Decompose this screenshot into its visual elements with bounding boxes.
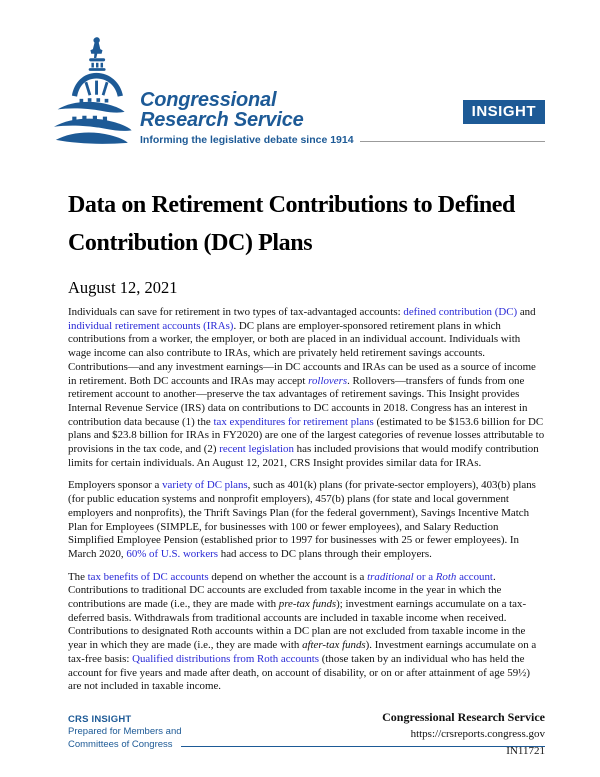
crs-wordmark-line1: Congressional: [140, 89, 277, 111]
body-text-run: . Contributions to traditional DC accounts are excluded from taxable income in the year in which the contributions are made (i.e., they are made with: [68, 570, 502, 611]
body-paragraph-3: [68, 571, 545, 694]
body-paragraph-1: [68, 306, 545, 470]
body-text-run: depend on whether the account is a: [208, 570, 368, 583]
body-text-run: pre-tax funds: [278, 598, 337, 611]
footer-prepared-line1: Prepared for Members and: [68, 726, 182, 737]
footer-url[interactable]: https://crsreports.congress.gov: [410, 727, 545, 740]
body-text-run: (estimated to be $153.6 billion for DC plans and $23.8 billion for IRAs in FY2020) are one of the largest categories of revenue losses attributable to provisions in the tax code, and (2): [68, 415, 545, 456]
body-text-run: and: [517, 306, 536, 318]
body-text-run: . DC plans are employer-sponsored retirement plans in which contributions from a worker, the employer, or both are placed in an individual account. Individuals with wage income can also contribute to IRAs, which are privately held retirement savings accounts. Contributions—and any investment earnings—in DC accounts and IRAs can be used as a source of income in retirement. Both DC accounts and IRAs may accept: [68, 319, 536, 387]
inline-link[interactable]: traditional: [367, 570, 414, 583]
footer-org-name: Congressional Research Service: [382, 709, 545, 724]
crs-tagline: Informing the legislative debate since 1914: [140, 134, 354, 146]
page-title: [68, 186, 545, 262]
inline-link[interactable]: rollovers: [308, 374, 348, 387]
body-text-run: ). Investment earnings accumulate on a tax-free basis:: [68, 639, 537, 665]
crs-wordmark-line2: Research Service: [140, 109, 304, 131]
body-text-run: , such as 401(k) plans (for private-sector employers), 403(b) plans (for public education systems and nonprofit employers), 457(b) plans (for state and local government employers and nonprofits), the Thrift Savings Plan (for the federal government), Savings Incentive Match Plan for Employees (SIMPLE, for businesses with 100 or fewer employees), and Salary Reduction Simplified Employee Pension (established prior to 1997 for businesses with 25 or fewer employees). In March 2020,: [68, 479, 536, 560]
footer-brand: CRS INSIGHT: [68, 713, 132, 725]
document-header: [0, 0, 600, 160]
body-text-run: Employers sponsor a: [68, 479, 163, 492]
inline-link[interactable]: tax expenditures for retirement plans: [213, 415, 374, 428]
insight-badge: INSIGHT: [463, 100, 545, 124]
body-text-run: has included provisions that would modify contribution limits for certain individuals. An August 12, 2021, CRS Insight provides similar data for IRAs.: [68, 443, 539, 469]
body-text-run: The: [68, 570, 88, 583]
footer-divider-rule: [181, 746, 545, 747]
body-text-run: . Rollovers—transfers of funds from one retirement account to another—preserve the tax advantages of retirement savings. This Insight provides Internal Revenue Service (IRS) data on contributions to DC accounts in 2018. Congress has an interest in contribution data because (1) the: [68, 374, 528, 428]
inline-link[interactable]: variety of DC plans: [162, 479, 248, 492]
body-text-run: (those taken by an individual who has held the account for five years and made after death, on account of disability, or on or after attainment of age 59½) are not included in taxable income.: [68, 652, 530, 693]
inline-link[interactable]: defined contribution (DC): [403, 306, 518, 318]
capitol-dome-icon: [54, 36, 138, 153]
inline-link[interactable]: 60% of U.S. workers: [126, 547, 219, 560]
body-text-run: Individuals can save for retirement in two types of tax-advantaged accounts:: [68, 306, 404, 318]
inline-link[interactable]: Roth: [435, 570, 457, 583]
header-divider-rule: [360, 141, 545, 142]
footer-brand-block: [68, 714, 545, 752]
inline-link[interactable]: Qualified distributions from Roth accounts: [132, 652, 320, 665]
footer-prepared-line2: Committees of Congress: [68, 738, 173, 750]
body-paragraph-2: [68, 479, 545, 561]
page-title-line2: Contribution (DC) Plans: [68, 230, 313, 256]
inline-link[interactable]: or a: [413, 570, 436, 583]
body-text-run: ); investment earnings accumulate on a tax-deferred basis. Withdrawals from traditional accounts are included in taxable income when received. Contributions to designated Roth accounts within a DC plan are not excluded from taxable income in the year in which they are made (i.e., they are made with: [68, 598, 527, 652]
body-text-run: had access to DC plans through their employers.: [218, 547, 432, 560]
body-text-run: after-tax funds: [302, 639, 366, 652]
inline-link[interactable]: tax benefits of DC accounts: [87, 570, 209, 583]
footer-doc-id: IN11721: [506, 744, 545, 757]
page-title-line1: Data on Retirement Contributions to Defined: [68, 192, 515, 218]
inline-link[interactable]: recent legislation: [219, 443, 294, 456]
article-body: [0, 186, 600, 760]
inline-link[interactable]: individual retirement accounts (IRAs): [68, 319, 234, 332]
publication-date: August 12, 2021: [68, 278, 178, 297]
inline-link[interactable]: account: [456, 570, 493, 583]
